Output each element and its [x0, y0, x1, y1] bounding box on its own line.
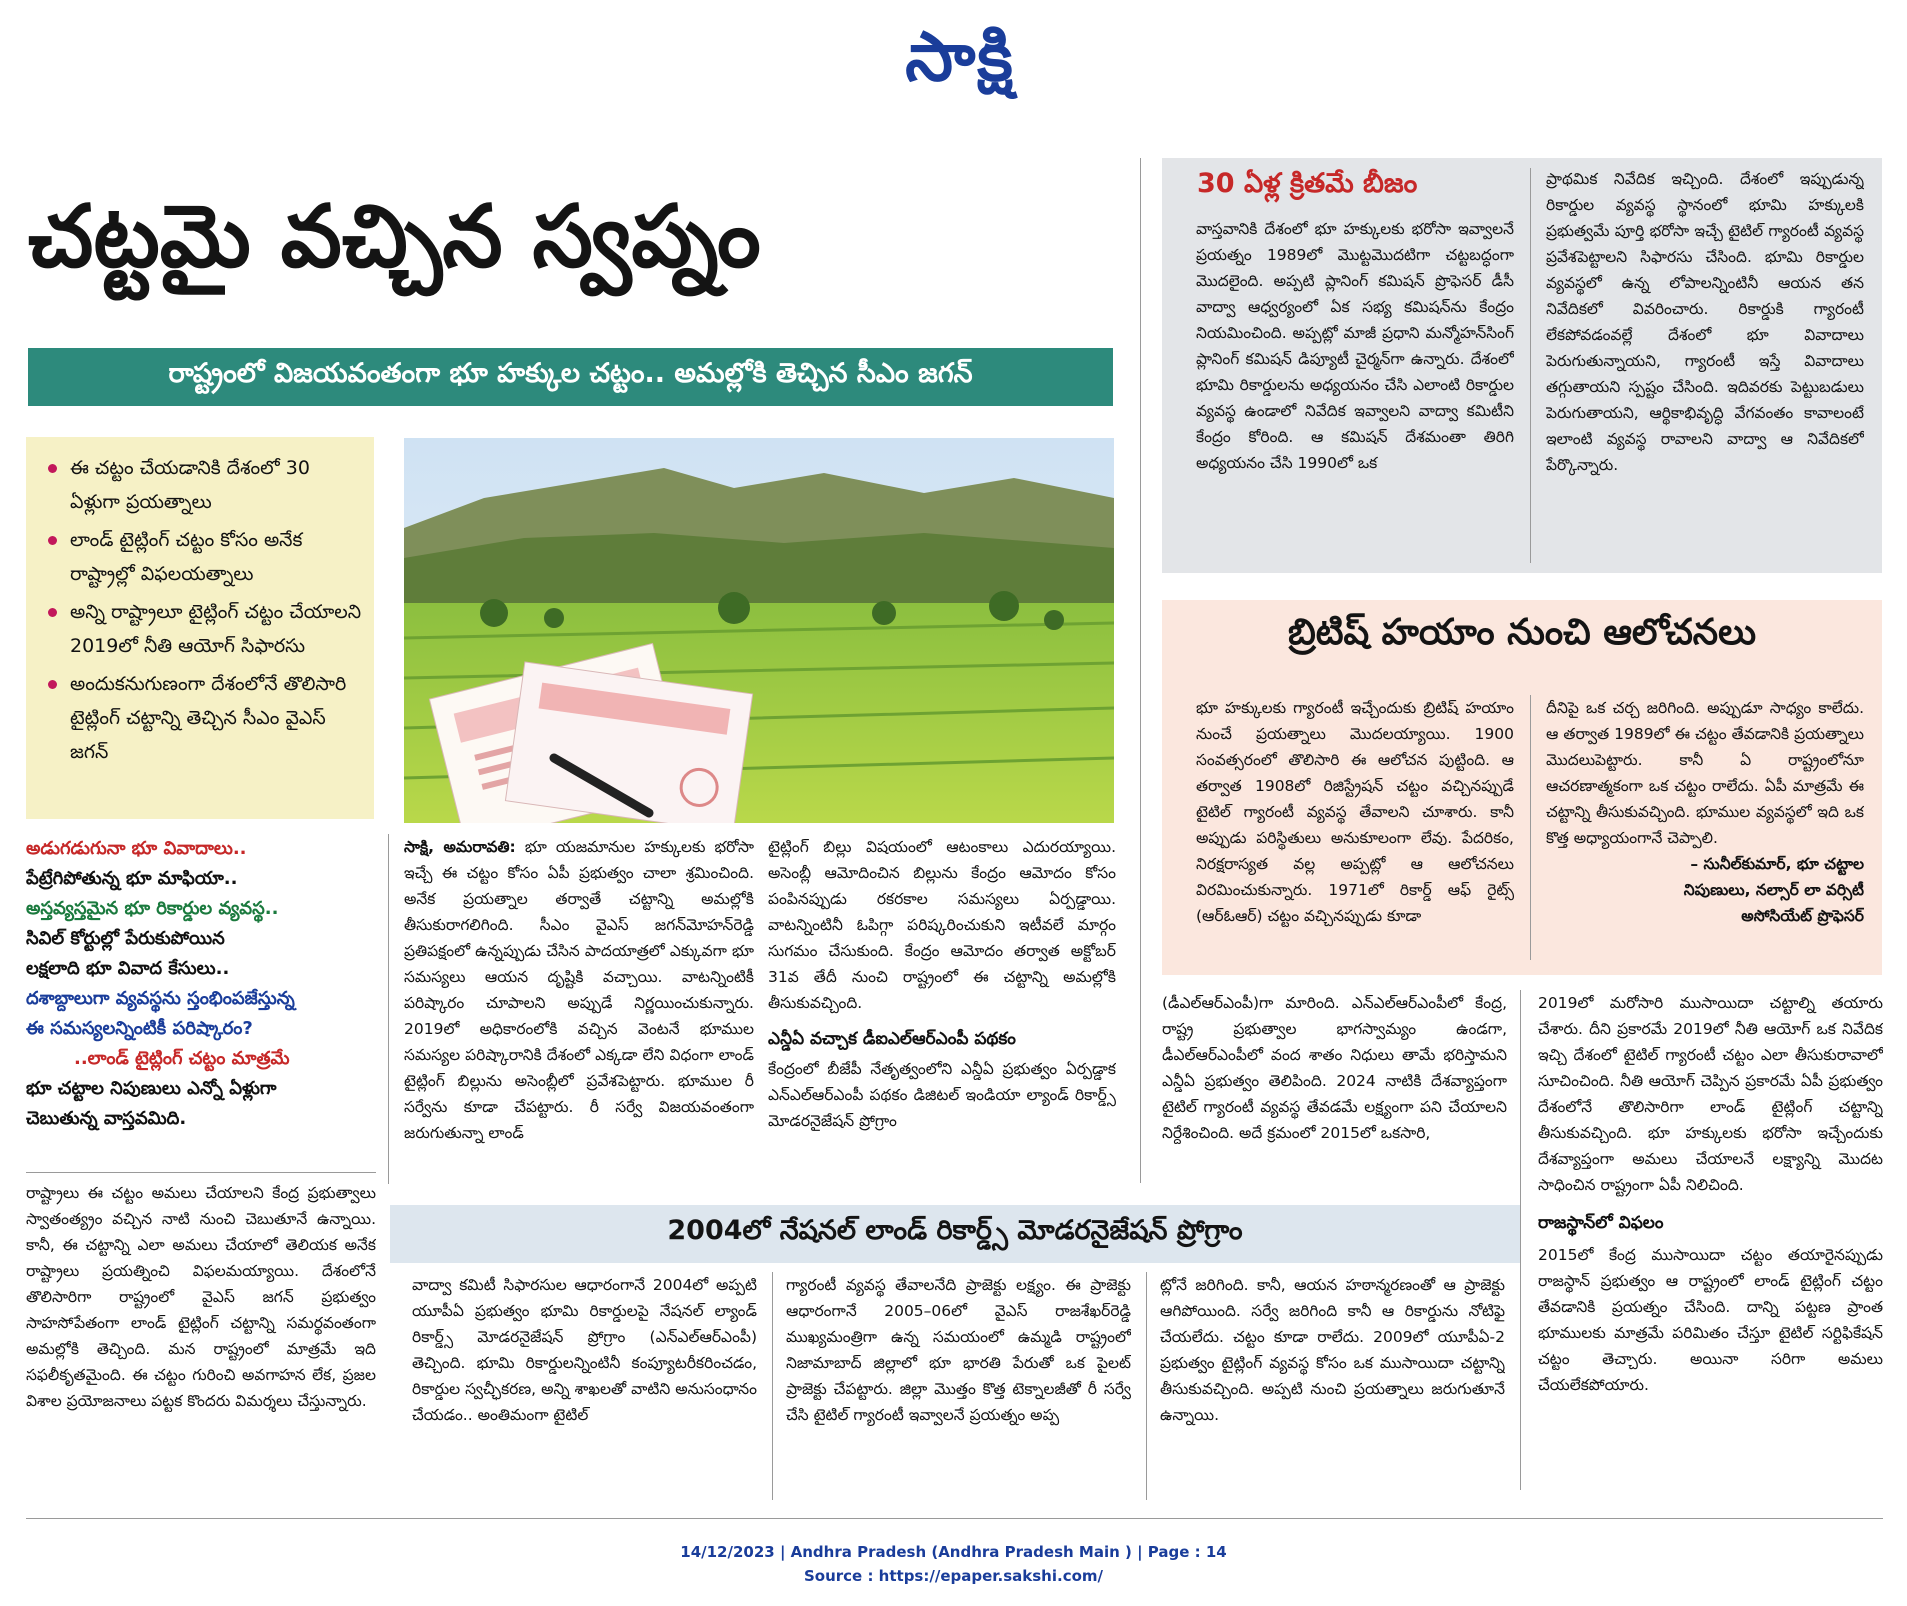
article-paragraph: 2015లో కేంద్ర ముసాయిదా చట్టం తయారైనప్పుడు రాజస్థాన్ ప్రభుత్వం ఆ రాష్ట్రంలో లాండ్ టైట్లింగ్ చట్టం తేవడానికి ప్రయత్నం చేసింది. దాన్ని పట్టణ ప్రాంత భూములకు మాత్రమే పరిమితం చేస్తూ టైటిల్ సర్టిఫికేషన్ చట్టం తెచ్చారు. అయినా సరిగా అమలు చేయలేకపోయారు.	[1538, 1246, 1883, 1394]
article-column	[786, 1272, 1131, 1507]
bullet-icon	[48, 536, 57, 545]
signature-line: అసోసియేట్ ప్రొఫెసర్	[1741, 907, 1864, 925]
highlight-item	[48, 451, 362, 519]
section-header-nlrmp	[390, 1205, 1520, 1263]
teaser-line: పేట్రేగిపోతున్న భూ మాఫియా..	[26, 868, 238, 889]
highlight-item	[48, 523, 362, 591]
article-paragraph: భూ హక్కులకు గ్యారంటీ ఇచ్చేందుకు బ్రిటిష్ హయాం నుంచే ప్రయత్నాలు మొదలయ్యాయి. 1900 సంవత్సరంలో తొలిసారి ఈ ఆలోచన పుట్టింది. ఆ తర్వాత 1908లో రిజిస్ట్రేషన్ చట్టం వచ్చినప్పుడే టైటిల్ గ్యారంటీ వ్యవస్థ తేవాలని చూశారు. కానీ అప్పుడు పరిస్థితులు అనుకూలంగా లేవు. పేదరికం, నిరక్షరాస్యత వల్ల అప్పట్లో ఆ ఆలోచనలు విరమించుకున్నారు. 1971లో రికార్డ్ ఆఫ్ రైట్స్ (ఆర్ఓఆర్) చట్టం వచ్చినప్పుడు కూడా	[1196, 699, 1514, 925]
section-subhead: ఎన్డీఏ వచ్చాక డీఐఎల్ఆర్ఎంపీ పథకం	[768, 1029, 1016, 1049]
box-title: 2004లో నేషనల్ లాండ్ రికార్డ్స్ మోడరనైజేషన్ ప్రోగ్రాం	[667, 1215, 1243, 1246]
divider	[1530, 695, 1531, 960]
highlight-text: లాండ్ టైట్లింగ్ చట్టం కోసం అనేక రాష్ట్రాల్లో విఫలయత్నాలు	[70, 529, 303, 585]
article-column	[412, 1272, 757, 1507]
box-column	[1546, 166, 1864, 566]
article-paragraph: ట్లోనే జరిగింది. కానీ, ఆయన హఠాన్మరణంతో ఆ ప్రాజెక్టు ఆగిపోయింది. సర్వే జరిగింది కానీ ఆ రికార్డును నోటిఫై చేయలేదు. చట్టం కూడా రాలేదు. 2009లో యూపీఏ-2 ప్రభుత్వం టైట్లింగ్ వ్యవస్థ కోసం ఒక ముసాయిదా చట్టాన్ని తీసుకువచ్చింది. అప్పటి నుంచి ప్రయత్నాలు జరుగుతూనే ఉన్నాయి.	[1160, 1276, 1505, 1424]
box-column	[1196, 695, 1514, 965]
sidebar-box-origins	[1162, 158, 1882, 573]
article-paragraph: (డీఎల్ఆర్ఎంపీ)గా మారింది. ఎన్ఎల్ఆర్ఎంపీలో కేంద్ర, రాష్ట్ర ప్రభుత్వాల భాగస్వామ్యం ఉండగా, డీఎల్ఆర్ఎంపీలో వంద శాతం నిధులు తామే భరిస్తామని ఎన్డీఏ ప్రభుత్వం తెలిపింది. 2024 నాటికి దేశవ్యాప్తంగా టైటిల్ గ్యారంటీ వ్యవస్థ తేవడమే లక్ష్యంగా పని చేయాలని నిర్దేశించింది. అదే క్రమంలో 2015లో ఒకసారి,	[1162, 994, 1507, 1142]
article-column	[404, 834, 754, 1184]
bullet-icon	[48, 464, 57, 473]
divider	[26, 1172, 376, 1173]
footer-edition-info: 14/12/2023 | Andhra Pradesh (Andhra Pradesh Main ) | Page : 14	[680, 1543, 1227, 1561]
bullet-icon	[48, 680, 57, 689]
divider	[1146, 1272, 1147, 1500]
highlight-text: అందుకనుగుణంగా దేశంలోనే తొలిసారి టైట్లింగ్ చట్టాన్ని తెచ్చిన సీఎం వైఎస్ జగన్	[70, 673, 347, 763]
page-footer	[0, 1540, 1907, 1588]
highlight-item	[48, 667, 362, 769]
article-paragraph: రాష్ట్రాలు ఈ చట్టం అమలు చేయాలని కేంద్ర ప్రభుత్వాలు స్వాతంత్య్రం వచ్చిన నాటి నుంచి చెబుతూనే ఉన్నాయి. కానీ, ఈ చట్టాన్ని ఎలా అమలు చేయాలో తెలియక అనేక రాష్ట్రాలు ప్రయత్నించి విఫలమయ్యాయి. దేశంలోనే తొలిసారిగా రాష్ట్రంలో వైఎస్ జగన్ ప్రభుత్వం సాహసోపేతంగా లాండ్ టైట్లింగ్ చట్టాన్ని సమర్థవంతంగా అమల్లోకి తెచ్చింది. మన రాష్ట్రంలో మాత్రమే ఇది సఫలీకృతమైంది. ఈ చట్టం గురించి అవగాహన లేక, ప్రజల విశాల ప్రయోజనాలు పట్టక కొందరు విమర్శలు చేస్తున్నారు.	[26, 1184, 376, 1410]
subheadline-bar: రాష్ట్రంలో విజయవంతంగా భూ హక్కుల చట్టం.. అమల్లోకి తెచ్చిన సీఎం జగన్	[28, 348, 1113, 406]
teaser-line: ..లాండ్ టైట్లింగ్ చట్టం మాత్రమే	[74, 1048, 290, 1069]
article-paragraph: ప్రాథమిక నివేదిక ఇచ్చింది. దేశంలో ఇప్పుడున్న రికార్డుల వ్యవస్థ స్థానంలో భూమి హక్కులకి ప్రభుత్వమే పూర్తి భరోసా ఇచ్చే టైటిల్ గ్యారంటీ వ్యవస్థ ప్రవేశపెట్టాలని సిఫారసు చేసింది. భూమి రికార్డుల వ్యవస్థలో ఉన్న లోపాలన్నింటినీ ఆయన తన నివేదికలో వివరించారు. రికార్డుకి గ్యారంటీ లేకపోవడంవల్లే దేశంలో భూ వివాదాలు పెరుగుతున్నాయని, గ్యారంటీ ఇస్తే వివాదాలు తగ్గుతాయని స్పష్టం చేసింది. ఇదివరకు పెట్టుబడులు పెరుగుతాయని, ఆర్థికాభివృద్ధి వేగవంతం కావాలంటే ఇలాంటి వ్యవస్థ రావాలని వాద్వా ఆ నివేదికలో పేర్కొన్నారు.	[1546, 170, 1864, 474]
footer-source[interactable]: Source : https://epaper.sakshi.com/	[803, 1567, 1103, 1585]
signature-line: – సునీల్‌కుమార్, భూ చట్టాల	[1690, 855, 1864, 873]
box-title: బ్రిటిష్ హయాం నుంచి ఆలోచనలు	[1287, 612, 1757, 653]
highlight-item	[48, 595, 362, 663]
article-paragraph	[404, 834, 754, 1146]
bullet-icon	[48, 608, 57, 617]
divider	[1530, 168, 1531, 563]
highlight-text: అన్ని రాష్ట్రాలూ టైట్లింగ్ చట్టం చేయాలని 2019లో నీతి ఆయోగ్ సిఫారసు	[70, 601, 362, 657]
field-photo-illustration	[404, 438, 1114, 823]
teaser-line: దశాబ్దాలుగా వ్యవస్థను స్తంభింపజేస్తున్న	[26, 988, 295, 1009]
teaser-line: అడుగడుగునా భూ వివాదాలు..	[26, 838, 247, 859]
box-column	[1196, 216, 1514, 561]
box-column	[1546, 695, 1864, 970]
article-paragraph: టైట్లింగ్ బిల్లు విషయంలో ఆటంకాలు ఎదురయ్యాయి. అసెంబ్లీ ఆమోదించిన బిల్లును కేంద్రం ఆమోదం కోసం పంపినప్పుడు రకరకాల సమస్యలు ఏర్పడ్డాయి. వాటన్నింటినీ ఓపిగ్గా పరిష్కరించుకుని ఇటీవలే మార్గం సుగమం చేసుకుంది. కేంద్రం ఆమోదం తర్వాత అక్టోబర్ 31వ తేదీ నుంచి రాష్ట్రంలో ఈ చట్టాన్ని అమల్లోకి తీసుకువచ్చింది.	[768, 838, 1116, 1012]
teaser-block	[26, 834, 376, 1134]
divider	[388, 834, 389, 1184]
teaser-line: లక్షలాది భూ వివాద కేసులు..	[26, 958, 230, 979]
dateline: సాక్షి, అమరావతి:	[404, 838, 516, 856]
teaser-line: భూ చట్టాల నిపుణులు ఎన్నో ఏళ్లుగా	[26, 1078, 277, 1099]
highlights-box	[26, 437, 374, 819]
article-column	[26, 1180, 376, 1505]
divider	[1140, 158, 1141, 1183]
article-paragraph: కేంద్రంలో బీజేపీ నేతృత్వంలోని ఎన్డీఏ ప్రభుత్వం ఏర్పడ్డాక ఎన్ఎల్ఆర్ఎంపీ పథకం డిజిటల్ ఇండియా ల్యాండ్ రికార్డ్స్ మోడరనైజేషన్ ప్రోగ్రాం	[768, 1060, 1116, 1130]
article-column	[1160, 1272, 1505, 1507]
section-subhead: రాజస్థాన్‌లో విఫలం	[1538, 1213, 1664, 1233]
teaser-line: అస్తవ్యస్తమైన భూ రికార్డుల వ్యవస్థ..	[26, 898, 279, 919]
article-column	[1538, 990, 1883, 1510]
teaser-line: చెబుతున్న వాస్తవమిది.	[26, 1108, 187, 1129]
divider	[772, 1272, 773, 1500]
signature-line: నిపుణులు, నల్సార్ లా వర్సిటీ	[1683, 881, 1864, 899]
footer-divider	[26, 1518, 1883, 1519]
box-title: 30 ఏళ్ల క్రితమే బీజం	[1197, 168, 1418, 199]
article-column	[768, 834, 1116, 1184]
sidebar-box-british-era	[1162, 600, 1882, 975]
article-column	[1162, 990, 1507, 1190]
headline: చట్టమై వచ్చిన స్వప్నం	[28, 190, 761, 287]
highlight-text: ఈ చట్టం చేయడానికి దేశంలో 30 ఏళ్లుగా ప్రయత్నాలు	[70, 457, 310, 513]
article-photo	[404, 438, 1114, 823]
divider	[1520, 990, 1521, 1490]
article-paragraph: 2019లో మరోసారి ముసాయిదా చట్టాల్ని తయారు చేశారు. దీని ప్రకారమే 2019లో నీతి ఆయోగ్ ఒక నివేదిక ఇచ్చి దేశంలో టైటిల్ గ్యారంటీ చట్టం ఎలా తీసుకురావాలో సూచించింది. నీతి ఆయోగ్ చెప్పిన ప్రకారమే ఏపీ ప్రభుత్వం దేశంలోనే తొలిసారిగా లాండ్ టైట్లింగ్ చట్టాన్ని తీసుకువచ్చింది. భూ హక్కులకు భరోసా ఇచ్చేందుకు దేశవ్యాప్తంగా అమలు చేయాలనే లక్ష్యాన్ని మొదట సాధించిన రాష్ట్రంగా ఏపీ నిలిచింది.	[1538, 994, 1883, 1194]
article-paragraph: గ్యారంటీ వ్యవస్థ తేవాలనేది ప్రాజెక్టు లక్ష్యం. ఈ ప్రాజెక్టు ఆధారంగానే 2005–06లో వైఎస్ రాజశేఖర్‌రెడ్డి ముఖ్యమంత్రిగా ఉన్న సమయంలో ఉమ్మడి రాష్ట్రంలో నిజామాబాద్ జిల్లాలో భూ భారతి పేరుతో ఒక పైలట్ ప్రాజెక్టు చేపట్టారు. జిల్లా మొత్తం కొత్త టెక్నాలజీతో రీ సర్వే చేసి టైటిల్ గ్యారంటీ ఇవ్వాలనే ప్రయత్నం అప్ప	[786, 1276, 1131, 1424]
teaser-line: సివిల్ కోర్టుల్లో పేరుకుపోయిన	[26, 928, 225, 949]
masthead-logo: సాక్షి	[905, 17, 1015, 97]
article-paragraph: వాస్తవానికి దేశంలో భూ హక్కులకు భరోసా ఇవ్వాలనే ప్రయత్నం 1989లో మొట్టమొదటిగా చట్టబద్ధంగా మొదలైంది. అప్పటి ప్లానింగ్ కమిషన్ ప్రొఫెసర్ డీసీ వాద్వా ఆధ్వర్యంలో ఏక సభ్య కమిషన్‌ను కేంద్రం నియమించింది. అప్పట్లో మాజీ ప్రధాని మన్మోహన్‌సింగ్ ప్లానింగ్ కమిషన్ డిప్యూటీ చైర్మన్‌గా ఉన్నారు. దేశంలో భూమి రికార్డులను అధ్యయనం చేసి ఎలాంటి రికార్డుల వ్యవస్థ ఉండాలో నివేదిక ఇవ్వాలని వాద్వా కమిటీని కేంద్రం కోరింది. ఆ కమిషన్ దేశమంతా తిరిగి అధ్యయనం చేసి 1990లో ఒక	[1196, 220, 1514, 472]
teaser-line: ఈ సమస్యలన్నింటికీ పరిష్కారం?	[26, 1018, 253, 1039]
article-paragraph: దీనిపై ఒక చర్చ జరిగింది. అప్పుడూ సాధ్యం కాలేదు. ఆ తర్వాత 1989లో ఈ చట్టం తేవడానికి ప్రయత్నాలు మొదలుపెట్టారు. కానీ ఏ రాష్ట్రంలోనూ ఆచరణాత్మకంగా ఒక చట్టం రాలేదు. ఏపీ మాత్రమే ఈ చట్టాన్ని తీసుకువచ్చింది. భూముల వ్యవస్థలో ఇది ఒక కొత్త అధ్యాయంగానే చెప్పాలి.	[1546, 699, 1864, 847]
article-paragraph: వాద్వా కమిటీ సిఫారసుల ఆధారంగానే 2004లో అప్పటి యూపీఏ ప్రభుత్వం భూమి రికార్డులపై నేషనల్ ల్యాండ్ రికార్డ్స్ మోడరనైజేషన్ ప్రోగ్రాం (ఎన్ఎల్ఆర్ఎంపీ) తెచ్చింది. భూమి రికార్డులన్నింటినీ కంప్యూటరీకరించడం, రికార్డుల స్వచ్ఛీకరణ, అన్ని శాఖలతో వాటిని అనుసంధానం చేయడం.. అంతిమంగా టైటిల్	[412, 1276, 757, 1424]
article-text: భూ యజమానుల హక్కులకు భరోసా ఇచ్చే ఈ చట్టం కోసం ఏపీ ప్రభుత్వం చాలా శ్రమించింది. అనేక ప్రయత్నాల తర్వాతే చట్టాన్ని అమల్లోకి తీసుకురాగలిగింది. సీఎం వైఎస్ జగన్‌మోహన్‌రెడ్డి ప్రతిపక్షంలో ఉన్నప్పుడు చేసిన పాదయాత్రలో ఎక్కువగా భూ సమస్యలు ఆయన దృష్టికి వచ్చాయి. వాటన్నింటికీ పరిష్కారం చూపాలని అప్పుడే నిర్ణయించుకున్నారు. 2019లో అధికారంలోకి వచ్చిన వెంటనే భూముల సమస్యల పరిష్కారానికి దేశంలో ఎక్కడా లేని విధంగా లాండ్ టైట్లింగ్ బిల్లును అసెంబ్లీలో ప్రవేశపెట్టారు. భూముల రీ సర్వేను కూడా చేపట్టారు. రీ సర్వే విజయవంతంగా జరుగుతున్నా లాండ్	[404, 838, 754, 1142]
